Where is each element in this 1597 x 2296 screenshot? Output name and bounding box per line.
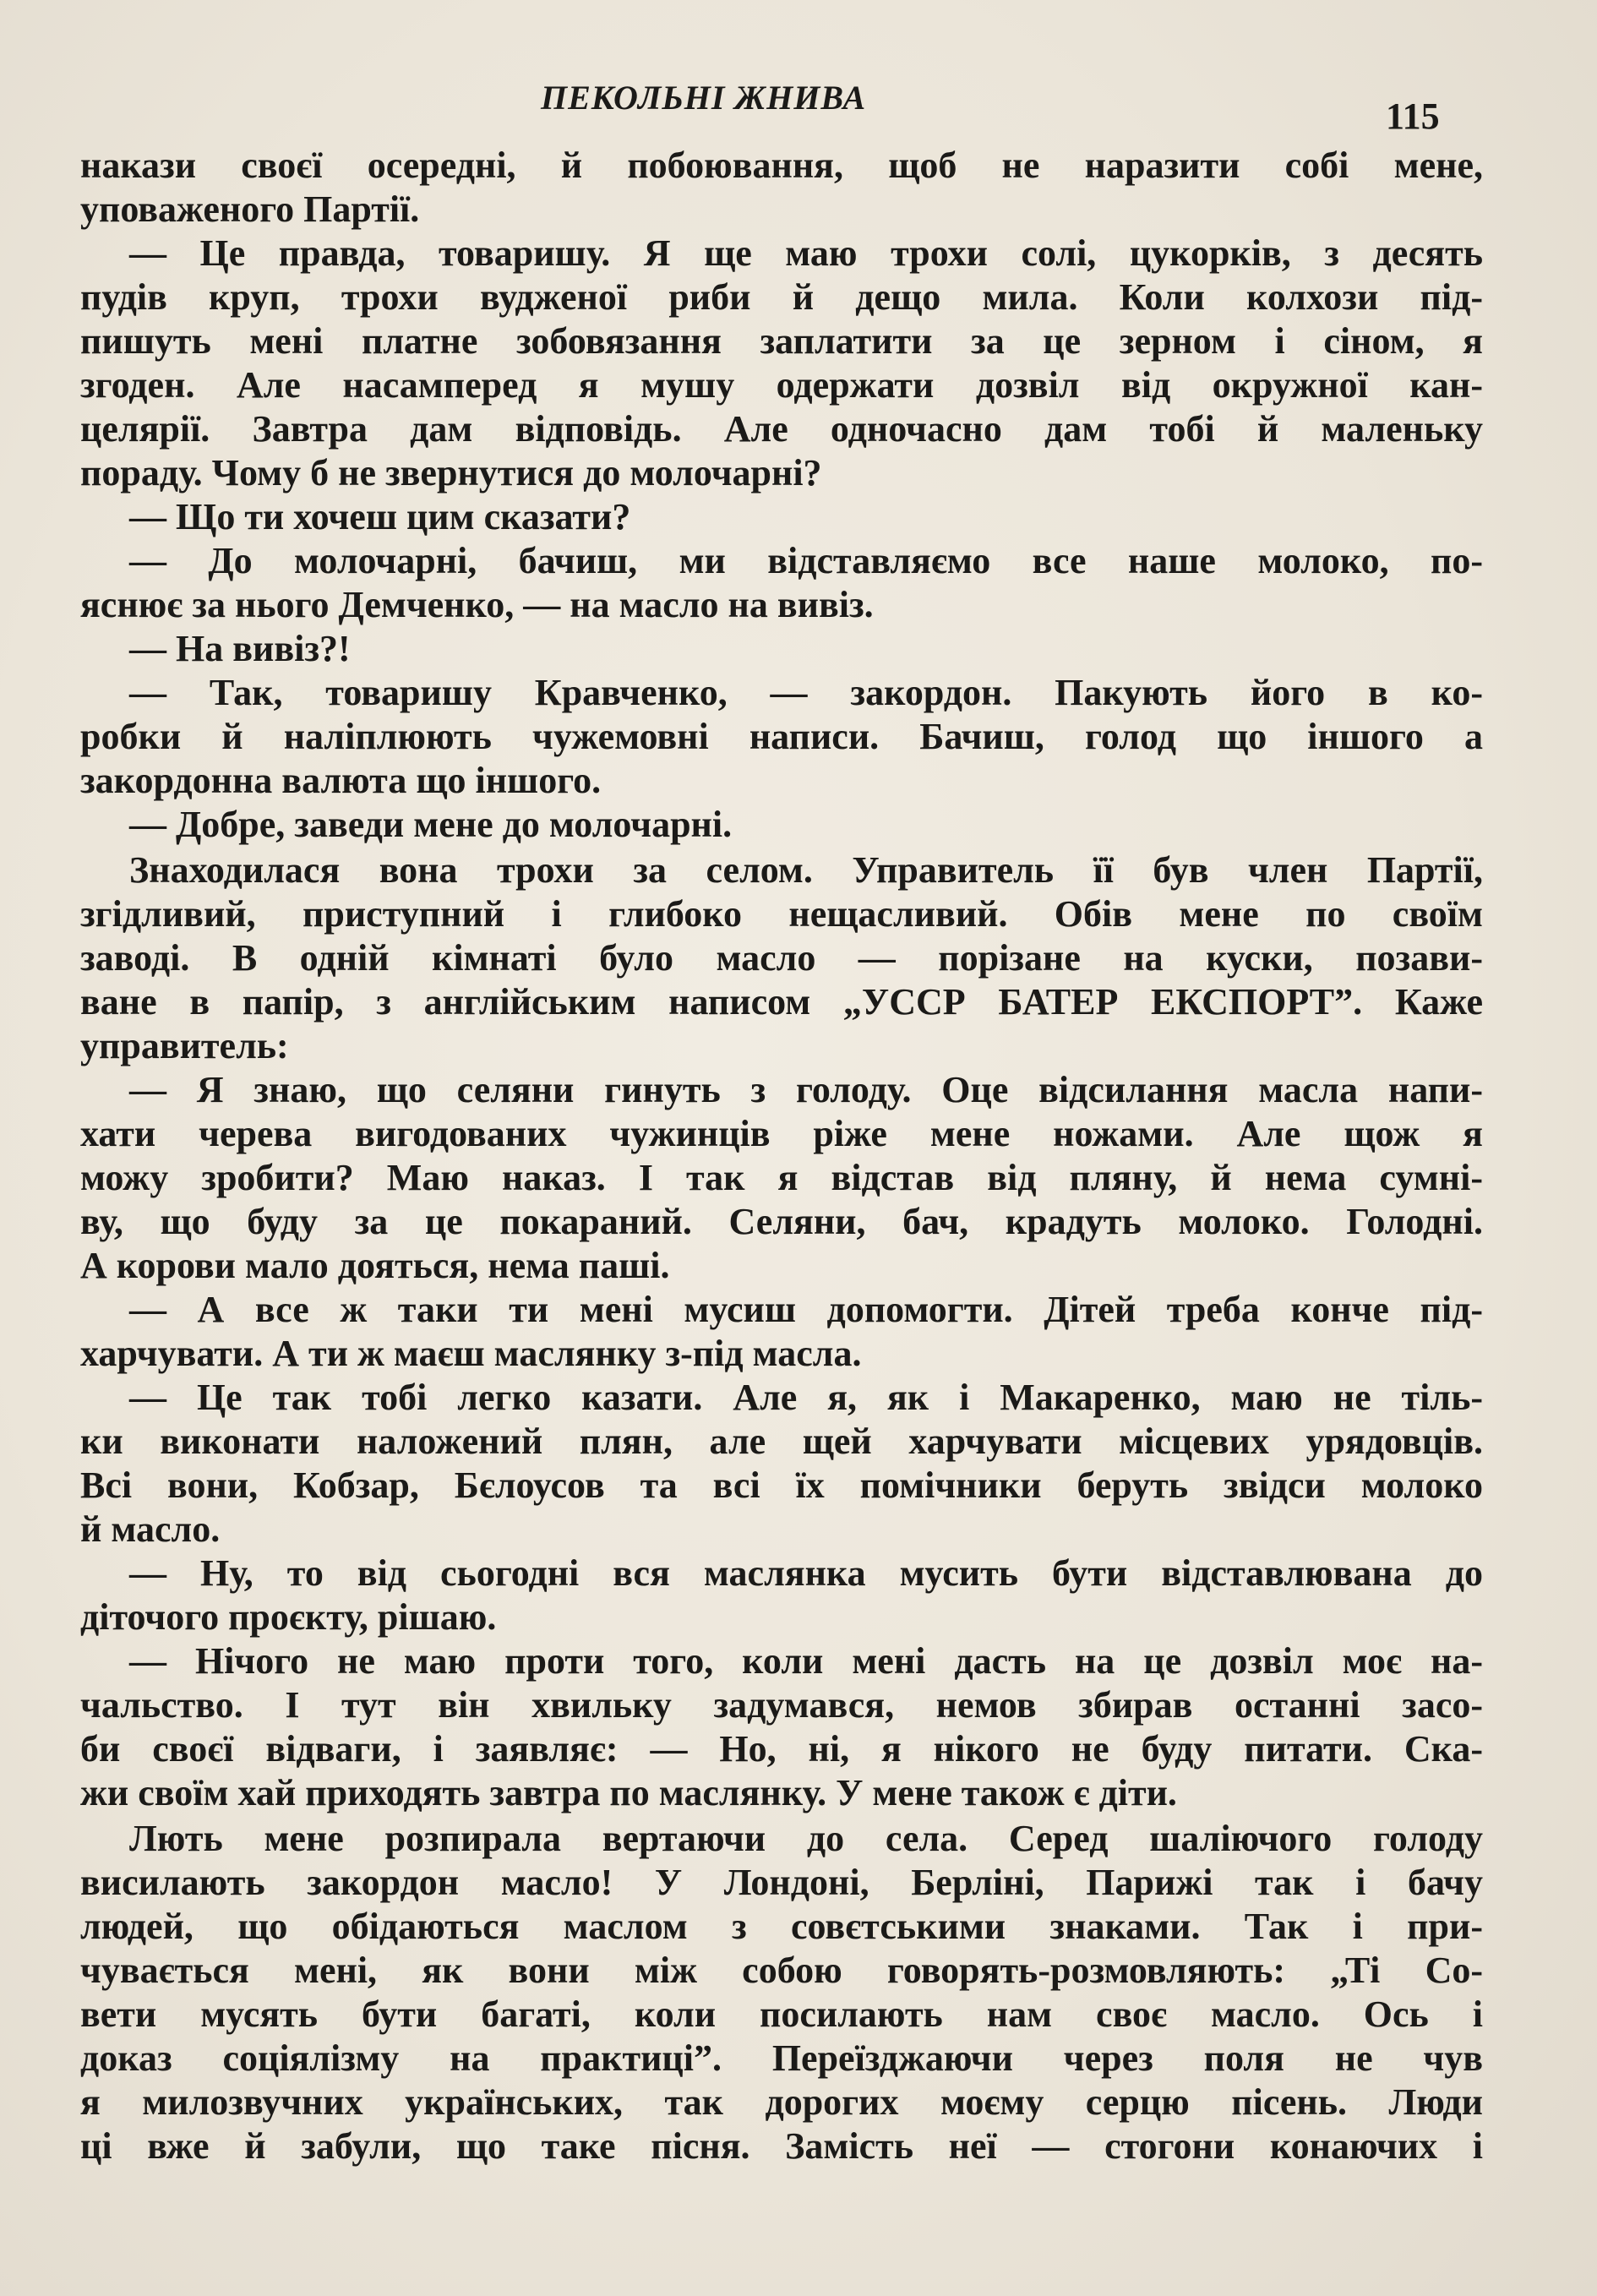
text-line: ки виконати наложений плян, але щей харчувати місцевих урядовців. — [80, 1421, 1483, 1462]
text-line: би своєї відваги, і заявляє: — Но, ні, я нікого не буду питати. Ска- — [80, 1728, 1483, 1770]
text-line: ву, що буду за це покараний. Селяни, бач, крадуть молоко. Голодні. — [80, 1201, 1483, 1242]
text-line: — На вивіз?! — [129, 628, 351, 669]
text-line: целярії. Завтра дам відповідь. Але одночасно дам тобі й маленьку — [80, 408, 1483, 450]
text-line: Всі вони, Кобзар, Бєлоусов та всі їх помічники беруть звідси молоко — [80, 1464, 1483, 1506]
text-line: чувається мені, як вони між собою говорять-розмовляють: „Ті Со- — [80, 1950, 1483, 1991]
text-line: накази своєї осередні, й побоювання, щоб не наразити собі мене, — [80, 145, 1483, 186]
text-line: доказ соціялізму на практиці”. Переїзджаючи через поля не чув — [80, 2037, 1483, 2079]
text-line: — Добре, заведи мене до молочарні. — [129, 804, 733, 845]
text-line: заводі. В одній кімнаті було масло — порізане на куски, позави- — [80, 937, 1483, 979]
text-line: — Ну, то від сьогодні вся маслянка мусить бути відставлювана до — [129, 1552, 1483, 1594]
text-line: пудів круп, трохи вудженої риби й дещо мила. Коли колхози під- — [80, 276, 1483, 318]
text-line: згідливий, приступний і глибоко нещасливий. Обів мене по своїм — [80, 893, 1483, 935]
text-line: згоден. Але насамперед я мушу одержати дозвіл від окружної кан- — [80, 364, 1483, 406]
text-line: жи своїм хай приходять завтра по маслянку. У мене також є діти. — [80, 1772, 1177, 1813]
text-line: А корови мало дояться, нема паші. — [80, 1245, 670, 1286]
text-line: уповаженого Партії. — [80, 188, 420, 230]
text-line: можу зробити? Маю наказ. І так я відстав від пляну, й нема сумні- — [80, 1157, 1483, 1198]
text-line: — А все ж таки ти мені мусиш допомогти. Дітей треба конче під- — [129, 1289, 1483, 1330]
text-line: пишуть мені платне зобовязання заплатити за це зерном і сіном, я — [80, 320, 1483, 362]
text-line: — Так, товаришу Кравченко, — закордон. Пакують його в ко- — [129, 672, 1483, 713]
body-text — [80, 144, 1483, 2168]
text-line: хати черева вигодованих чужинців ріже мене ножами. Але щож я — [80, 1113, 1483, 1154]
page-number: 115 — [1386, 95, 1440, 137]
text-line: — Нічого не маю проти того, коли мені дасть на це дозвіл моє на- — [129, 1640, 1483, 1682]
text-line: яснює за нього Демченко, — на масло на вивіз. — [80, 584, 874, 625]
text-line: робки й наліплюють чужемовні написи. Бачиш, голод що іншого а — [80, 716, 1483, 757]
text-line: — Це так тобі легко казати. Але я, як і Макаренко, маю не тіль- — [129, 1377, 1483, 1418]
text-line: ване в папір, з англійським написом „УССР БАТЕР ЕКСПОРТ”. Каже — [80, 981, 1483, 1023]
text-line: — Я знаю, що селяни гинуть з голоду. Оце відсилання масла напи- — [129, 1069, 1483, 1110]
text-line: Знаходилася вона трохи за селом. Управитель її був член Партії, — [129, 849, 1483, 891]
text-line: чальство. І тут він хвильку задумався, немов збирав останні засо- — [80, 1684, 1483, 1726]
text-line: пораду. Чому б не звернутися до молочарні? — [80, 452, 822, 494]
text-line: закордонна валюта що іншого. — [80, 760, 602, 801]
text-line: й масло. — [80, 1508, 221, 1550]
text-line: управитель: — [80, 1025, 289, 1066]
text-line: — До молочарні, бачиш, ми відставляємо все наше молоко, по- — [129, 540, 1483, 581]
text-line: діточого проєкту, рішаю. — [80, 1596, 497, 1638]
text-line: ці вже й забули, що таке пісня. Замість неї — стогони конаючих і — [80, 2125, 1483, 2167]
text-line: харчувати. А ти ж маєш маслянку з-під масла. — [80, 1333, 862, 1374]
text-line: Лють мене розпирала вертаючи до села. Серед шаліючого голоду — [129, 1818, 1483, 1859]
text-line: я милозвучних українських, так дорогих моєму серцю пісень. Люди — [80, 2081, 1483, 2123]
text-line: вети мусять бути багаті, коли посилають нам своє масло. Ось і — [80, 1993, 1483, 2035]
text-line: людей, що обідаються маслом з совєтськими знаками. Так і при- — [80, 1906, 1483, 1947]
running-header-title: ПЕКОЛЬНІ ЖНИВА — [541, 79, 867, 117]
text-line: — Що ти хочеш цим сказати? — [129, 496, 631, 537]
text-line: висилають закордон масло! У Лондоні, Берліні, Парижі так і бачу — [80, 1862, 1483, 1903]
text-line: — Це правда, товаришу. Я ще маю трохи солі, цукорків, з десять — [129, 232, 1483, 274]
